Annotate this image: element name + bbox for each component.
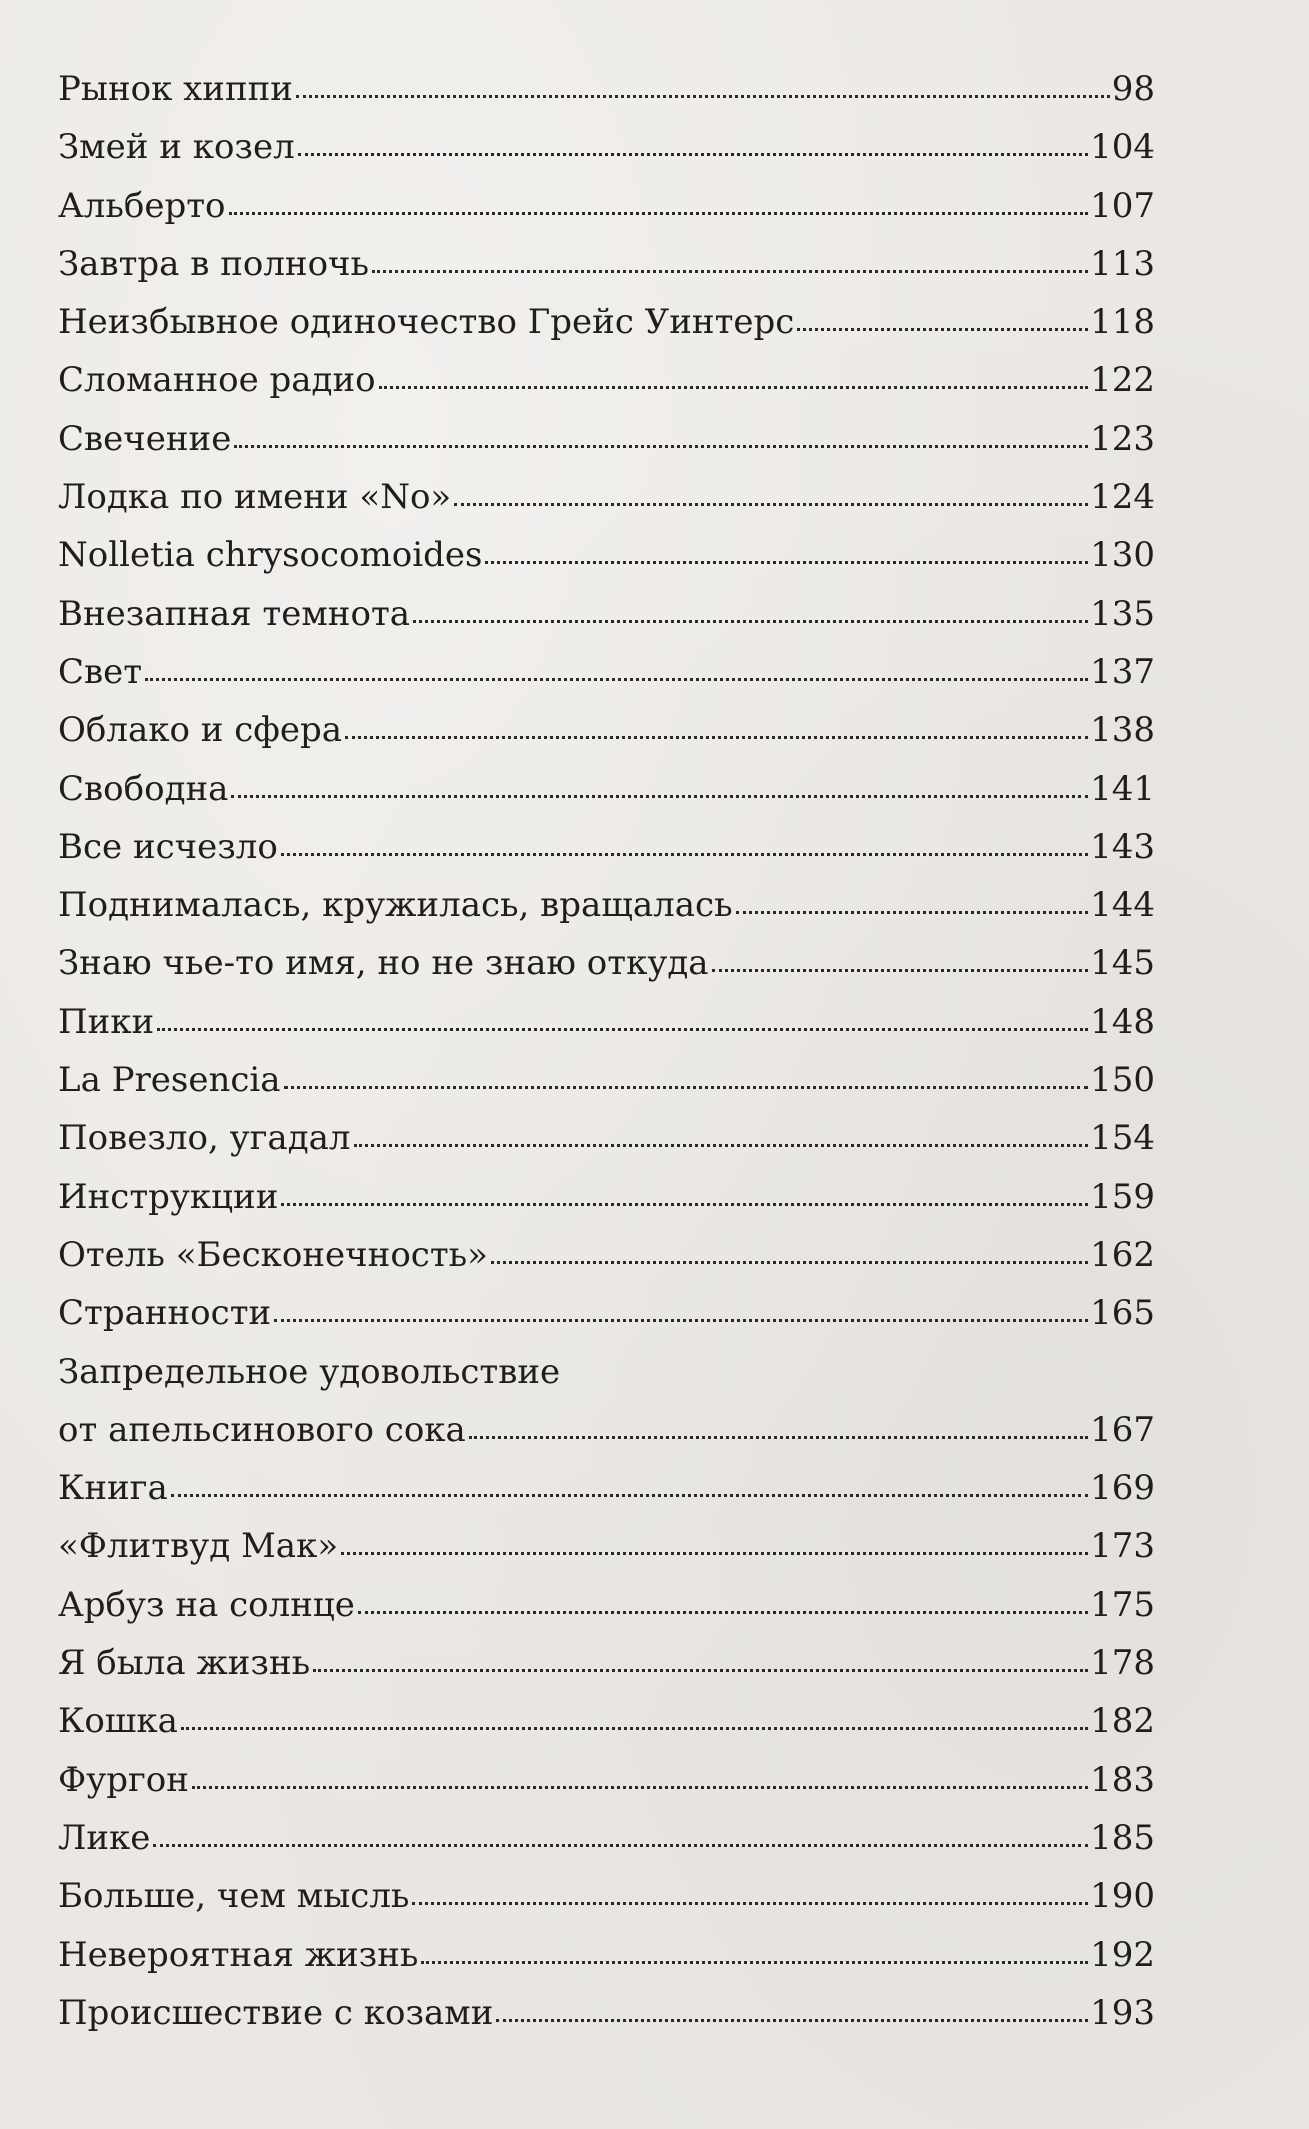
toc-entry-page-number: 148 — [1090, 1001, 1155, 1042]
dot-leader — [736, 909, 1088, 914]
toc-entry — [58, 177, 1155, 235]
toc-entry-title: Завтра в полночь — [58, 243, 370, 284]
toc-entry-title: Повезло, угадал — [58, 1118, 351, 1159]
toc-entry-title: Отель «Бесконечность» — [58, 1234, 488, 1275]
toc-entry-page-number: 98 — [1111, 69, 1155, 109]
dot-leader — [379, 384, 1088, 389]
dot-leader — [274, 1317, 1088, 1322]
toc-entry-page-number: 104 — [1090, 127, 1155, 168]
dot-leader — [313, 1667, 1088, 1672]
toc-entry — [58, 60, 1155, 118]
dot-leader — [485, 559, 1088, 564]
toc-entry — [58, 1692, 1155, 1750]
toc-entry — [58, 293, 1155, 351]
toc-entry — [58, 1576, 1155, 1634]
toc-entry-title: Инструкции — [58, 1176, 279, 1217]
toc-entry-page-number: 183 — [1090, 1759, 1155, 1800]
toc-entry — [58, 1751, 1155, 1809]
dot-leader — [281, 1201, 1088, 1206]
toc-entry-page-number: 192 — [1090, 1934, 1155, 1975]
toc-entry — [58, 876, 1155, 934]
dot-leader — [345, 734, 1088, 739]
toc-entry — [58, 1109, 1155, 1167]
toc-entry — [58, 526, 1155, 584]
toc-entry-title: Лодка по имени «No» — [58, 477, 452, 518]
toc-entry — [58, 1926, 1155, 1984]
toc-entry-title: Nolletia chrysocomoides — [58, 535, 483, 576]
dot-leader — [231, 793, 1088, 798]
toc-entry-page-number: 141 — [1090, 768, 1155, 809]
toc-entry — [58, 1168, 1155, 1226]
toc-entry-title: Свет — [58, 651, 143, 692]
dot-leader — [496, 2017, 1088, 2022]
table-of-contents — [58, 60, 1155, 2042]
toc-entry-page-number: 182 — [1090, 1701, 1155, 1742]
toc-entry-title: Сломанное радио — [58, 360, 376, 401]
toc-entry — [58, 410, 1155, 468]
toc-entry-title: Странности — [58, 1293, 272, 1334]
toc-entry — [58, 585, 1155, 643]
toc-entry-title: Фургон — [58, 1759, 189, 1800]
toc-entry-title: «Флитвуд Мак» — [58, 1526, 339, 1567]
dot-leader — [372, 268, 1088, 273]
dot-leader — [153, 1842, 1088, 1847]
toc-entry-page-number: 124 — [1090, 477, 1155, 518]
toc-entry — [58, 1984, 1155, 2042]
toc-entry-title: Все исчезло — [58, 826, 278, 867]
toc-entry-title: Запредельное удовольствие — [58, 1351, 561, 1392]
dot-leader — [284, 1084, 1089, 1089]
toc-entry — [58, 118, 1155, 176]
toc-entry-page-number: 107 — [1090, 185, 1155, 226]
toc-entry-title: Пики — [58, 1001, 155, 1042]
toc-entry-page-number: 162 — [1090, 1234, 1155, 1275]
toc-entry — [58, 818, 1155, 876]
toc-entry — [58, 1284, 1155, 1342]
toc-entry-page-number: 190 — [1090, 1876, 1155, 1917]
toc-entry-page-number: 113 — [1090, 243, 1155, 284]
toc-entry-title: Неизбывное одиночество Грейс Уинтерс — [58, 302, 795, 343]
toc-entry-page-number: 159 — [1090, 1176, 1155, 1217]
toc-entry — [58, 1634, 1155, 1692]
toc-entry-title: Внезапная темнота — [58, 593, 411, 634]
toc-entry-page-number: 130 — [1090, 535, 1155, 576]
toc-entry-page-number: 193 — [1090, 1992, 1155, 2033]
toc-entry-title: Происшествие с козами — [58, 1992, 494, 2033]
toc-entry-title: Рынок хиппи — [58, 69, 293, 109]
toc-entry-title: Змей и козел — [58, 127, 295, 168]
toc-entry-page-number: 169 — [1090, 1468, 1155, 1509]
toc-entry — [58, 1226, 1155, 1284]
dot-leader — [354, 1142, 1089, 1147]
toc-entry — [58, 701, 1155, 759]
toc-entry-page-number: 167 — [1090, 1409, 1155, 1450]
toc-entry-page-number: 165 — [1090, 1293, 1155, 1334]
toc-entry — [58, 1867, 1155, 1925]
toc-entry-title: Арбуз на солнце — [58, 1584, 355, 1625]
dot-leader — [797, 326, 1088, 331]
toc-entry-page-number: 137 — [1090, 651, 1155, 692]
toc-entry-page-number: 185 — [1090, 1817, 1155, 1858]
toc-entry — [58, 1809, 1155, 1867]
dot-leader — [229, 210, 1089, 215]
toc-entry-title: Книга — [58, 1468, 168, 1509]
toc-entry-title: от апельсинового сока — [58, 1409, 466, 1450]
toc-entry-page-number: 143 — [1090, 826, 1155, 867]
toc-entry — [58, 760, 1155, 818]
toc-entry-page-number: 122 — [1090, 360, 1155, 401]
dot-leader — [421, 1959, 1088, 1964]
toc-entry — [58, 235, 1155, 293]
toc-entry-page-number: 144 — [1090, 885, 1155, 926]
toc-entry — [58, 993, 1155, 1051]
toc-entry — [58, 643, 1155, 701]
dot-leader — [171, 1492, 1088, 1497]
toc-entry-title: La Presencia — [58, 1060, 281, 1101]
dot-leader — [454, 501, 1088, 506]
dot-leader — [412, 1900, 1088, 1905]
toc-entry-page-number: 154 — [1090, 1118, 1155, 1159]
toc-entry-title: Кошка — [58, 1701, 178, 1742]
dot-leader — [358, 1609, 1088, 1614]
toc-entry-title: Свободна — [58, 768, 229, 809]
dot-leader — [469, 1434, 1088, 1439]
toc-entry-page-number: 173 — [1090, 1526, 1155, 1567]
dot-leader — [298, 151, 1088, 156]
toc-entry-title: Лике — [58, 1817, 151, 1858]
toc-entry-page-number: 145 — [1090, 943, 1155, 984]
toc-entry — [58, 934, 1155, 992]
toc-entry-page-number: 123 — [1090, 418, 1155, 459]
dot-leader — [281, 851, 1088, 856]
toc-entry — [58, 1517, 1155, 1575]
dot-leader — [192, 1784, 1088, 1789]
toc-entry-title: Больше, чем мысль — [58, 1876, 410, 1917]
dot-leader — [712, 967, 1089, 972]
dot-leader — [341, 1550, 1088, 1555]
toc-entry-title: Поднималась, кружилась, вращалась — [58, 885, 733, 926]
toc-entry-page-number: 118 — [1090, 302, 1155, 343]
toc-entry — [58, 1459, 1155, 1517]
dot-leader — [296, 93, 1110, 98]
toc-entry-page-number: 178 — [1090, 1643, 1155, 1684]
toc-entry-title: Невероятная жизнь — [58, 1934, 419, 1975]
toc-entry-page-number: 135 — [1090, 593, 1155, 634]
toc-entry — [58, 1051, 1155, 1109]
toc-entry-title: Я была жизнь — [58, 1643, 311, 1684]
toc-entry — [58, 468, 1155, 526]
dot-leader — [491, 1259, 1088, 1264]
dot-leader — [157, 1026, 1088, 1031]
toc-entry-title: Свечение — [58, 418, 232, 459]
toc-entry-title: Альберто — [58, 185, 226, 226]
toc-entry-title: Знаю чье-то имя, но не знаю откуда — [58, 943, 709, 984]
dot-leader — [413, 618, 1088, 623]
dot-leader — [145, 676, 1088, 681]
toc-entry-title: Облако и сфера — [58, 710, 343, 751]
dot-leader — [234, 443, 1088, 448]
toc-entry-page-number: 150 — [1090, 1060, 1155, 1101]
toc-entry — [58, 1343, 1155, 1401]
toc-entry — [58, 351, 1155, 409]
dot-leader — [181, 1725, 1088, 1730]
toc-entry-page-number: 175 — [1090, 1584, 1155, 1625]
toc-entry-page-number: 138 — [1090, 710, 1155, 751]
toc-entry — [58, 1401, 1155, 1459]
